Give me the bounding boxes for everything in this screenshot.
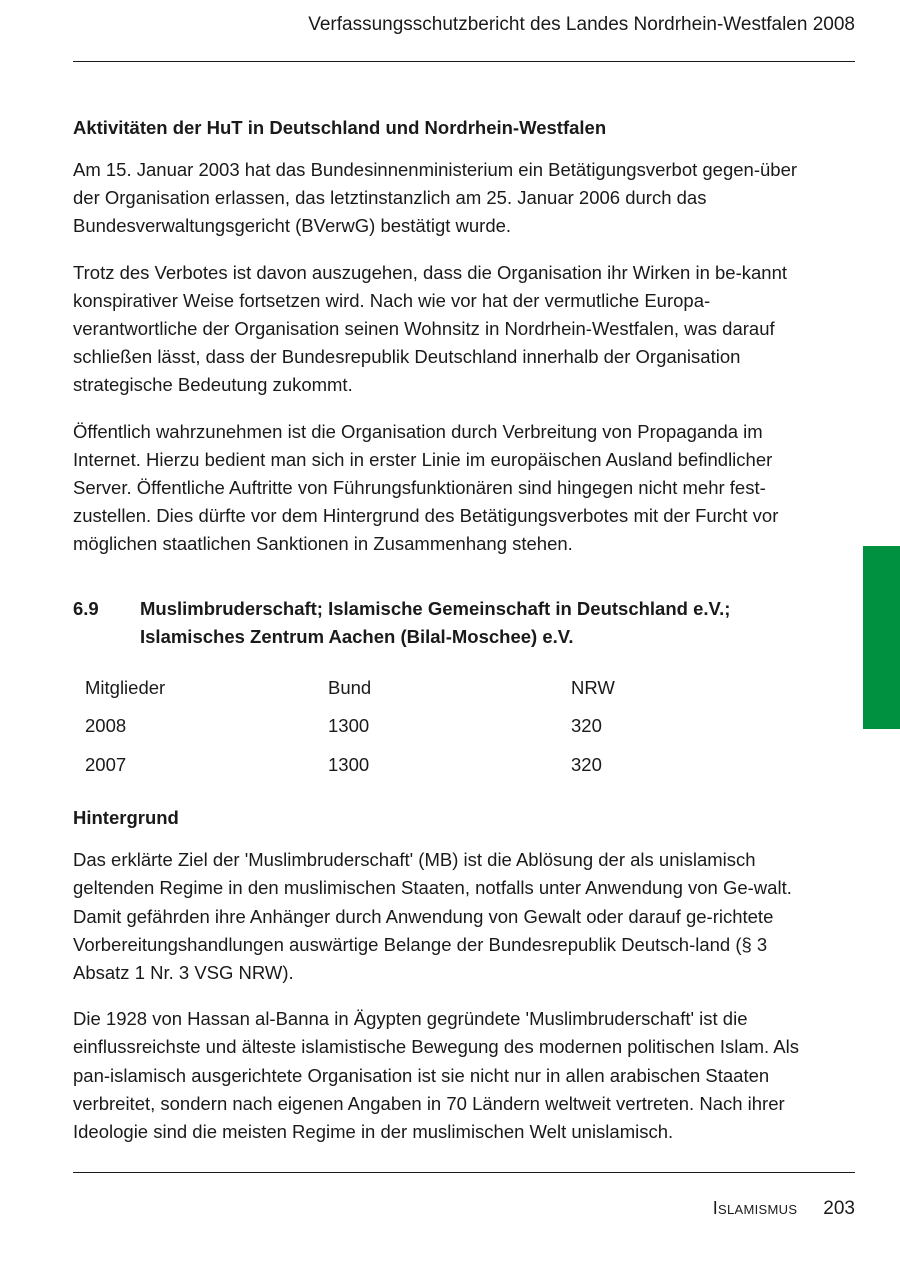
section-number: 6.9	[73, 597, 99, 619]
page-body	[73, 114, 813, 1164]
table-cell-nrw: 320	[571, 753, 602, 775]
table-header-cell: Mitglieder	[85, 676, 166, 698]
table-header-cell: NRW	[571, 676, 615, 698]
table-header-cell: Bund	[328, 676, 372, 698]
hut-paragraph-2: Trotz des Verbotes ist davon auszugehen, dass die Organisation ihr Wirken in be-kannt konspirativer Weise fortsetzen wird. Nach wie vor hat der vermutliche Europa-verantwortliche der Organisation seinen Wohnsitz in Nordrhein-Westfalen, was darauf schließen lässt, dass der Bundesrepublik Deutschland innerhalb der Organisation strategische Bedeutung zukommt.	[73, 261, 788, 396]
chapter-tab-marker	[863, 546, 900, 729]
hut-paragraph-3: Öffentlich wahrzunehmen ist die Organisation durch Verbreitung von Propaganda im Internet. Hierzu bedient man sich in erster Linie im europäischen Ausland befindlicher Server. Öffentliche Auftritte von Führungsfunktionären sind hingegen nicht mehr fest-zustellen. Dies dürfte vor dem Hintergrund des Betätigungsverbotes mit der Furcht vor möglichen staatlichen Sanktionen in Zusammenhang stehen.	[73, 420, 779, 555]
page-number: 203	[823, 1198, 855, 1219]
table-cell-nrw: 320	[571, 715, 602, 737]
table-cell-year: 2007	[85, 753, 127, 775]
table-row	[73, 707, 771, 746]
running-header: Verfassungsschutzbericht des Landes Nordrhein-Westfalen 2008	[308, 14, 855, 35]
table-header-row	[73, 669, 771, 708]
hut-paragraph-1: Am 15. Januar 2003 hat das Bundesinnenministerium ein Betätigungsverbot gegen-über der Organisation erlassen, das letztinstanzlich am 25. Januar 2006 durch das Bundesverwaltungsgericht (BVerwG) bestätigt wurde.	[73, 159, 798, 237]
hut-activities-heading: Aktivitäten der HuT in Deutschland und Nordrhein-Westfalen	[73, 117, 607, 138]
section-title	[140, 595, 813, 652]
table-cell-year: 2008	[85, 715, 127, 737]
section-title-line-1: Muslimbruderschaft; Islamische Gemeinschaft in Deutschland e.V.;	[140, 597, 731, 619]
hintergrund-paragraph-1: Das erklärte Ziel der 'Muslimbruderschaft' (MB) ist die Ablösung der als unislamisch geltenden Regime in den muslimischen Staaten, notfalls unter Anwendung von Ge-walt. Damit gefährden ihre Anhänger durch Anwendung von Gewalt oder darauf ge-richtete Vorbereitungshandlungen auswärtige Belange der Bundesrepublik Deutsch-land (§ 3 Absatz 1 Nr. 3 VSG NRW).	[73, 849, 792, 983]
footer-section-label: Islamismus	[712, 1198, 798, 1218]
table-cell-bund: 1300	[328, 753, 370, 775]
hintergrund-heading: Hintergrund	[73, 807, 179, 829]
section-title-line-2: Islamisches Zentrum Aachen (Bilal-Moschee) e.V.	[140, 626, 574, 648]
table-row	[73, 746, 771, 785]
footer-divider	[73, 1172, 855, 1173]
members-table	[73, 669, 771, 785]
header-divider	[73, 61, 855, 62]
page-footer	[713, 1198, 855, 1220]
hintergrund-paragraph-2: Die 1928 von Hassan al-Banna in Ägypten gegründete 'Muslimbruderschaft' ist die einflussreichste und älteste islamistische Bewegung des modernen politischen Islam. Als pan-islamisch ausgerichtete Organisation ist sie nicht nur in allen arabischen Staaten verbreitet, sondern nach eigenen Angaben in 70 Ländern weltweit vertreten. Nach ihrer Ideologie sind die meisten Regime in der muslimischen Welt unislamisch.	[73, 1008, 799, 1142]
table-cell-bund: 1300	[328, 715, 370, 737]
section-heading-6-9	[73, 595, 813, 652]
